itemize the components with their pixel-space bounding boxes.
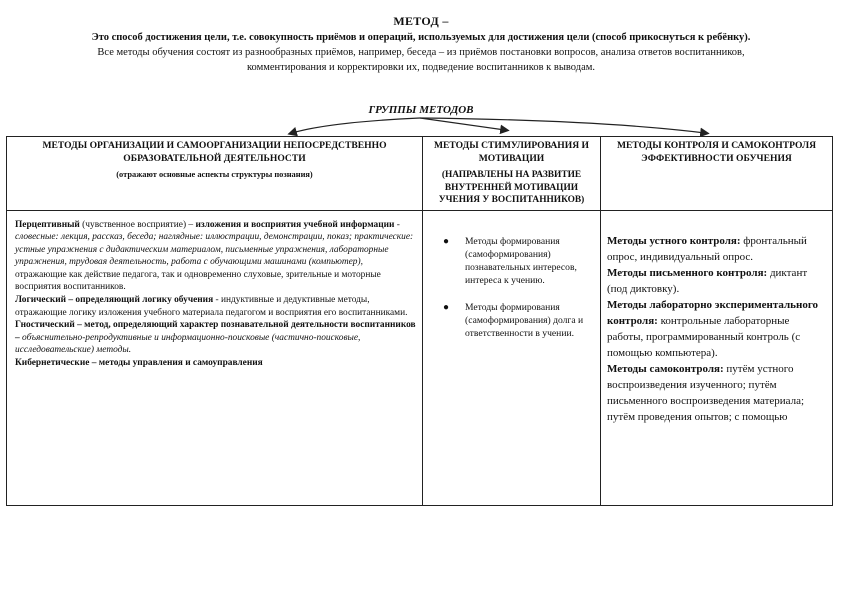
col1-header: МЕТОДЫ ОРГАНИЗАЦИИ И САМООРГАНИЗАЦИИ НЕПОСРЕДСТВЕННО ОБРАЗОВАТЕЛЬНОЙ ДЕЯТЕЛЬНОСТИ (отражают основные аспекты структуры познания) xyxy=(7,137,423,211)
col3-body xyxy=(601,210,833,505)
definition-bold-2: (способ прикоснуться к ребёнку). xyxy=(592,32,751,43)
definition-rest: Все методы обучения состоят из разнообразных приёмов, например, беседа – из приёмов постановки вопросов, анализа ответов воспитанников, комментирования и корректировки их, подведение воспитанников к выводам. xyxy=(97,47,745,73)
list-item: ● Методы формирования (самоформирования) долга и ответственности в учении. xyxy=(443,301,584,339)
cybernetic-paragraph: Кибернетические – методы управления и самоуправления xyxy=(15,358,263,369)
group-arrows xyxy=(0,0,842,140)
col1-subheader: (отражают основные аспекты структуры познания) xyxy=(116,170,313,179)
col2-body xyxy=(423,210,601,505)
list-item: ● Методы формирования (самоформирования) познавательных интересов, интереса к учению. xyxy=(443,235,577,286)
definition-bold: Это способ достижения цели, т.е. совокупность приёмов и операций, используемых для достижения цели xyxy=(91,32,590,43)
groups-label: ГРУППЫ МЕТОДОВ xyxy=(368,104,474,116)
bullet-icon: ● xyxy=(443,235,450,247)
arrow-right xyxy=(420,118,705,133)
methods-table xyxy=(6,136,833,506)
table-body-row xyxy=(7,210,833,505)
written-control: Методы письменного контроля: диктант (под диктовку). xyxy=(607,266,808,295)
arrow-left xyxy=(292,118,420,133)
self-control: Методы самоконтроля: путём устного воспроизведения изученного; путём письменного воспроизведения материала; путём проведения опытов; с помощью xyxy=(607,362,805,423)
page-title: МЕТОД – xyxy=(393,14,449,28)
gnostic-paragraph: Гностический – метод, определяющий характер познавательной деятельности воспитанников – объяснительно-репродуктивные и информационно-поисковые (частично-поисковые, исследовательские) методы. xyxy=(15,320,416,356)
lab-control: Методы лабораторно экспериментального контроля: контрольные лабораторные работы, программированный контроль (с помощью компьютера). xyxy=(607,298,819,359)
perceptive-paragraph: Перцептивный (чувственное восприятие) – изложения и восприятия учебной информации - словесные: лекция, рассказ, беседа; наглядные: иллюстрации, демонстрации, показ; практические: устные упражнения с дидактическим материалом, письменные упражнения, лабораторные упражнения, трудовая деятельность, работа с обучающими машинами (компьютер), отражающие как действие педагога, так и одновременно слуховые, зрительные и моторные восприятия воспитанников. xyxy=(15,219,414,293)
col2-subheader: (НАПРАВЛЕНЫ НА РАЗВИТИЕ ВНУТРЕННЕЙ МОТИВАЦИИ УЧЕНИЯ У ВОСПИТАННИКОВ) xyxy=(438,170,585,205)
col3-header: МЕТОДЫ КОНТРОЛЯ И САМОКОНТРОЛЯ ЭФФЕКТИВНОСТИ ОБУЧЕНИЯ xyxy=(601,137,833,211)
col2-header: МЕТОДЫ СТИМУЛИРОВАНИЯ И МОТИВАЦИИ (НАПРАВЛЕНЫ НА РАЗВИТИЕ ВНУТРЕННЕЙ МОТИВАЦИИ УЧЕНИЯ У ВОСПИТАННИКОВ) xyxy=(423,137,601,211)
bullet-icon: ● xyxy=(443,301,450,313)
oral-control: Методы устного контроля: фронтальный опрос, индивидуальный опрос. xyxy=(607,234,807,263)
col1-body xyxy=(7,210,423,505)
table-header-row xyxy=(7,137,833,211)
logical-paragraph: Логический – определяющий логику обучения - индуктивные и дедуктивные методы, отражающие логику изложения учебного материала педагогом и восприятия его воспитанниками. xyxy=(15,295,408,318)
